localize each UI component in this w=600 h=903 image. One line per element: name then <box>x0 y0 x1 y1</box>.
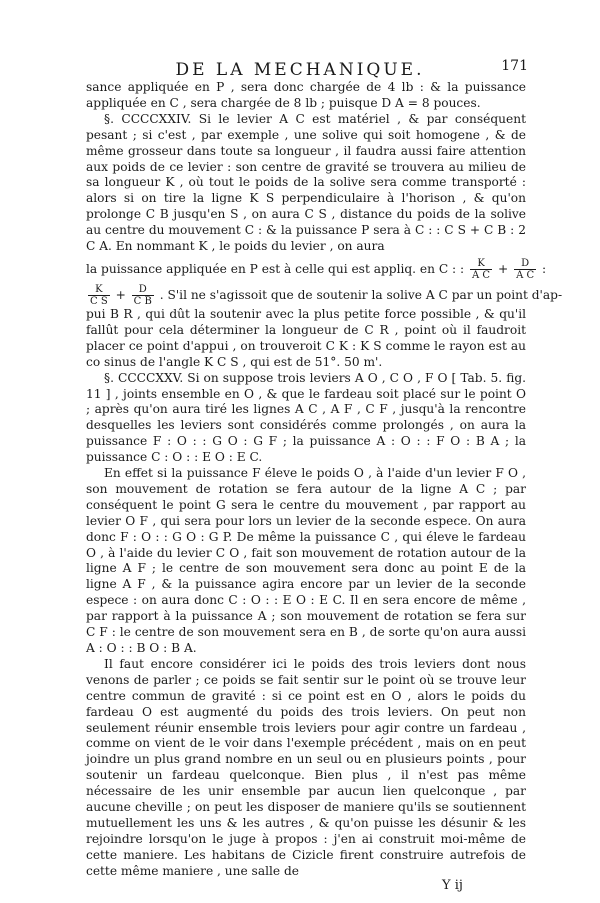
fraction-denominator: A C <box>472 269 491 281</box>
fraction-denominator: C S <box>90 295 108 307</box>
paragraph-il-faut: Il faut encore considérer ici le poids des trois leviers dont nous venons de parler ; ce poids se fait sentir sur le point où se trouve leur centre commun de gravité : si ce point est en O , alors le poids du fardeau O est augmenté du poids des trois leviers. On peut non seulement réunir ensemble trois leviers pour agir contre un fardeau , comme on vient de le voir dans l'exemple précédent , mais on en peut joindre un plus grand nombre en un seul ou en plusieurs points , pour soutenir un fardeau quelconque. Bien plus , il n'est pas même nécessaire de les unir ensemble par aucun lien quelconque , par aucune cheville ; on peut les disposer de maniere qu'ils se soutiennent mutuellement les uns & les autres , & qu'on puisse les désunir & les rejoindre lorsqu'on le juge à propos : j'en ai construit moi-même de cette maniere. Les habitans de Cizicle firent construire autrefois de cette même maniere , une salle de <box>86 656 526 878</box>
formula-line-2 <box>86 283 563 307</box>
fraction-numerator: D <box>132 284 154 296</box>
fraction-numerator: K <box>88 284 110 296</box>
fraction-denominator: A C <box>516 269 535 281</box>
signature-mark: Y ij <box>442 878 463 893</box>
formula-lead: la puissance appliquée en P est à celle qui est appliq. en C : : <box>86 261 465 276</box>
plus-sign: + <box>497 261 509 276</box>
paragraph-continuation-2: pui B R , qui dût la soutenir avec la plus petite force possible , & qu'il fallût pour cela déterminer la longueur de C R , point où il faudroit placer ce point d'appui , on trouveroit C K : K S comme le rayon est au co sinus de l'angle K C S , qui est de 51°. 50 m'. <box>86 306 526 369</box>
fraction-d-over-ac <box>514 258 536 281</box>
page-number: 171 <box>501 58 528 74</box>
paragraph-en-effet: En effet si la puissance F éleve le poids O , à l'aide d'un levier F O , son mouvement de rotation se fera autour de la ligne A C ; par conséquent le point G sera le centre du mouvement , par rapport au levier O F , qui sera pour lors un levier de la seconde espece. On aura donc F : O : : G O : G P. De même la puissance C , qui éleve le fardeau O , à l'aide du levier C O , fait son mouvement de rotation autour de la ligne A F ; le centre de son mouvement sera donc au point E de la ligne A F , & la puissance agira encore par un levier de la seconde espece : on aura donc C : O : : E O : E C. Il en sera encore de même , par rapport à la puissance A ; son mouvement de rotation se fera sur C F : le centre de son mouvement sera en B , de sorte qu'on aura aussi A : O : : B O : B A. <box>86 466 526 655</box>
running-title: DE LA MECHANIQUE. <box>175 60 425 80</box>
fraction-k-over-ac <box>470 258 492 281</box>
body-text <box>86 80 563 880</box>
fraction-numerator: D <box>514 258 536 270</box>
formula-trail: . S'il ne s'agissoit que de soutenir la solive A C par un point d'ap- <box>159 287 563 302</box>
paragraph-section-425: §. CCCCXXV. Si on suppose trois leviers A O , C O , F O [ Tab. 5. fig. 11 ] , joints ensemble en O , & que le fardeau soit placé sur le point O ; après qu'on aura tiré les lignes A C , A F , C F , jusqu'à la rencontre desquelles les leviers sont considérés comme prolongés , on aura la puissance F : O : : G O : G F ; la puissance A : O : : F O : B A ; la puissance C : O : : E O : E C. <box>86 370 526 465</box>
plus-sign: + <box>115 287 126 302</box>
fraction-k-over-cs <box>88 284 110 307</box>
fraction-d-over-cb <box>132 284 154 307</box>
paragraph-continuation: sance appliquée en P , sera donc chargée de 4 lb : & la puissance appliquée en C , sera chargée de 8 lb ; puisque D A = 8 pouces. <box>86 80 526 110</box>
fraction-denominator: C B <box>133 295 152 307</box>
formula-line <box>86 257 547 281</box>
colon-sign: : <box>542 261 547 276</box>
paragraph-section-424: §. CCCCXXIV. Si le levier A C est matériel , & par conséquent pesant ; si c'est , par exemple , une solive qui soit homogene , & de même grosseur dans toute sa longueur , il faudra aussi faire attention aux poids de ce levier : son centre de gravité se trouvera au milieu de sa longueur K , où tout le poids de la solive sera comme transporté : alors si on tire la ligne K S perpendiculaire à l'horison , & qu'on prolonge C B jusqu'en S , on aura C S , distance du poids de la solive au centre du mouvement C : & la puissance P sera à C : : C S + C B : 2 C A. En nommant K , le poids du levier , on aura <box>86 111 526 254</box>
fraction-numerator: K <box>470 258 492 270</box>
